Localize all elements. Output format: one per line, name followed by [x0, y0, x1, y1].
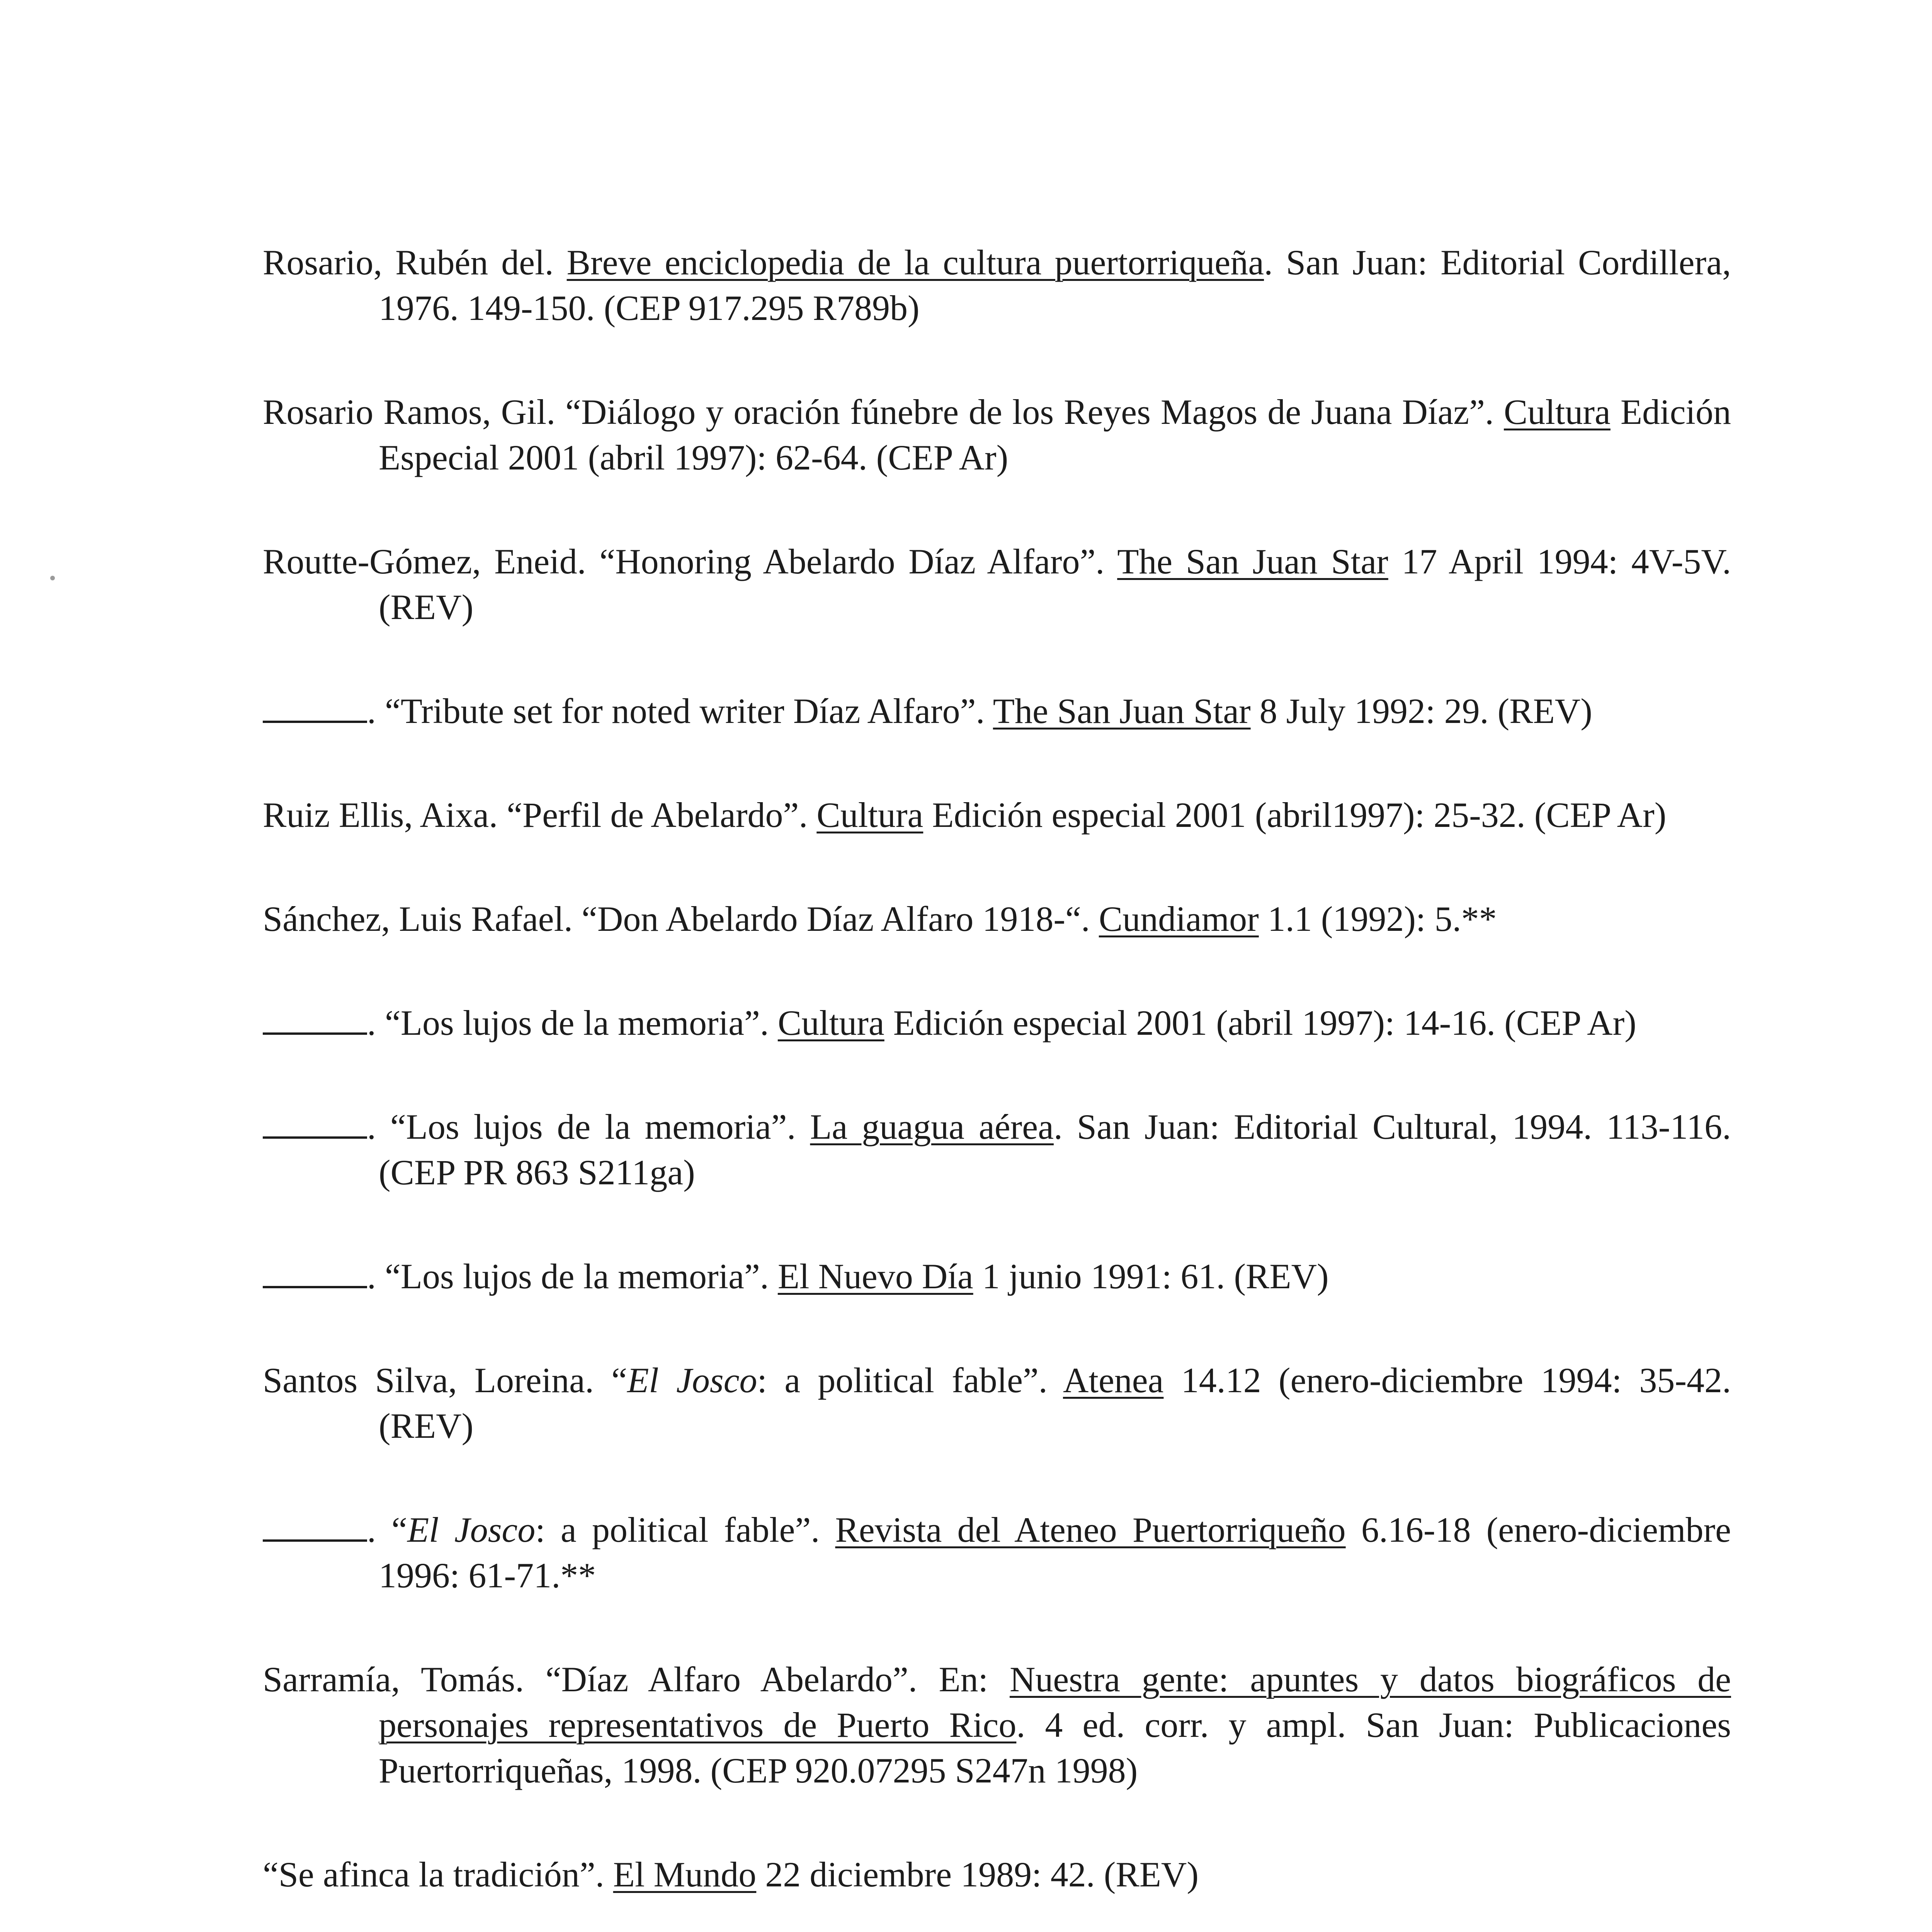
citation-text: 6.16-18 (enero-diciembre 1996: 61-71.** [379, 1510, 1731, 1595]
citation-text: Sarramía, Tomás. “Díaz Alfaro Abelardo”. En: [263, 1660, 1010, 1699]
citation-text: . San Juan: Editorial Cordillera, 1976. 149-150. (CEP 917.295 R789b) [379, 243, 1731, 328]
bibliography-list [263, 240, 1731, 1932]
source-title: Atenea [1063, 1361, 1164, 1400]
citation-text: Sánchez, Luis Rafael. “Don Abelardo Díaz Alfaro 1918-“. [263, 899, 1099, 939]
repeat-author-rule [263, 1539, 367, 1542]
source-title: La guagua aérea [810, 1107, 1054, 1146]
citation-text: Edición especial 2001 (abril1997): 25-32. (CEP Ar) [923, 795, 1667, 835]
bibliography-entry [263, 1656, 1731, 1793]
bibliography-entry [263, 1253, 1731, 1299]
source-title: Cultura [1503, 392, 1611, 432]
bibliography-entry [263, 1104, 1731, 1195]
repeat-author-rule [263, 721, 367, 723]
citation-text: Ruiz Ellis, Aixa. “Perfil de Abelardo”. [263, 795, 817, 835]
source-title: Breve enciclopedia de la cultura puertorriqueña [566, 243, 1264, 282]
bibliography-entry [263, 1357, 1731, 1449]
repeat-author-rule [263, 1032, 367, 1035]
bibliography-entry [263, 539, 1731, 630]
citation-text: . “ [367, 1510, 407, 1549]
citation-text: 1 junio 1991: 61. (REV) [973, 1257, 1329, 1296]
citation-text: Edición Especial 2001 (abril 1997): 62-64. (CEP Ar) [379, 392, 1731, 477]
citation-text: . “Tribute set for noted writer Díaz Alfaro”. [367, 691, 993, 731]
source-title: Cultura [777, 1003, 884, 1043]
citation-text: 1.1 (1992): 5.** [1259, 899, 1497, 939]
source-title: El Mundo [613, 1855, 757, 1894]
bibliography-entry [263, 1507, 1731, 1598]
source-title: The San Juan Star [993, 691, 1251, 731]
citation-text: 17 April 1994: 4V-5V. (REV) [379, 542, 1731, 627]
citation-text: . 4 ed. corr. y ampl. San Juan: Publicaciones Puertorriqueñas, 1998. (CEP 920.07295 S247n 1998) [379, 1705, 1731, 1790]
source-title: The San Juan Star [1117, 542, 1388, 581]
source-title: Revista del Ateneo Puertorriqueño [835, 1510, 1346, 1549]
citation-text: Rosario Ramos, Gil. “Diálogo y oración fúnebre de los Reyes Magos de Juana Díaz”. [263, 392, 1504, 432]
repeat-author-rule [263, 1286, 367, 1288]
source-title: El Nuevo Día [777, 1257, 973, 1296]
bibliography-entry [263, 389, 1731, 480]
citation-text: : a political fable”. [535, 1510, 835, 1549]
bibliography-entry [263, 1000, 1731, 1046]
citation-text: 8 July 1992: 29. (REV) [1250, 691, 1592, 731]
citation-text: : a political fable”. [757, 1361, 1063, 1400]
italic-title: El Josco [627, 1361, 757, 1400]
source-title: Cultura [816, 795, 923, 835]
citation-text: Routte-Gómez, Eneid. “Honoring Abelardo Díaz Alfaro”. [263, 542, 1117, 581]
bibliography-entry [263, 688, 1731, 734]
source-title: Cundiamor [1099, 899, 1259, 939]
citation-text: . San Juan: Editorial Cultural, 1994. 113-116. (CEP PR 863 S211ga) [379, 1107, 1731, 1192]
citation-text: Santos Silva, Loreina. “ [263, 1361, 628, 1400]
italic-title: El Josco [407, 1510, 536, 1549]
scan-speck [50, 576, 55, 580]
repeat-author-rule [263, 1136, 367, 1139]
citation-text: 22 diciembre 1989: 42. (REV) [756, 1855, 1199, 1894]
source-title: Nuestra gente: apuntes y datos biográficos de personajes representativos de Puerto Rico [379, 1660, 1731, 1745]
citation-text: . “Los lujos de la memoria”. [367, 1003, 778, 1043]
bibliography-entry [263, 240, 1731, 331]
citation-text: “Se afinca la tradición”. [263, 1855, 613, 1894]
bibliography-entry [263, 1852, 1731, 1897]
bibliography-entry [263, 792, 1731, 838]
citation-text: . “Los lujos de la memoria”. [367, 1257, 778, 1296]
citation-text: Rosario, Rubén del. [263, 243, 567, 282]
citation-text: . “Los lujos de la memoria”. [367, 1107, 810, 1146]
citation-text: Edición especial 2001 (abril 1997): 14-16. (CEP Ar) [884, 1003, 1636, 1043]
citation-text: 14.12 (enero-diciembre 1994: 35-42. (REV) [379, 1361, 1731, 1446]
bibliography-entry [263, 896, 1731, 942]
